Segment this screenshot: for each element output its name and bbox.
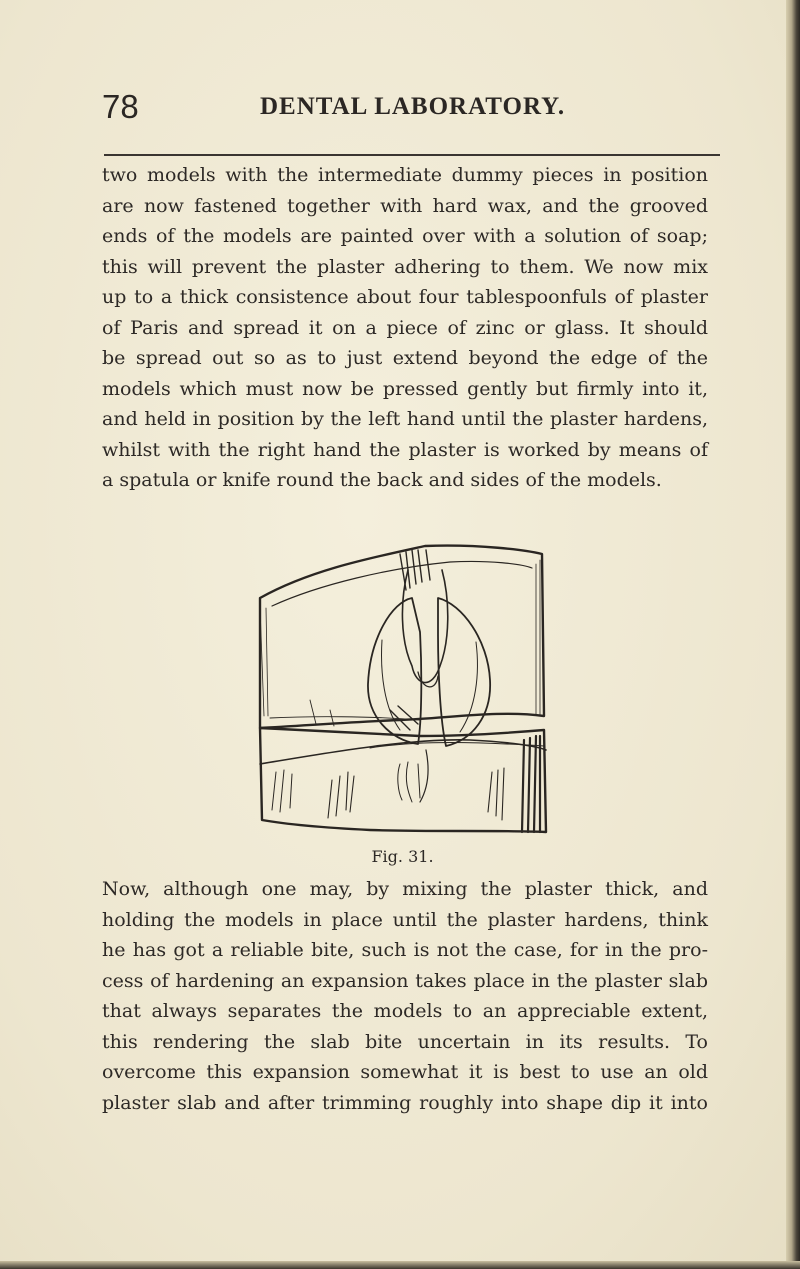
text-line: ends of the models are painted over with a solution of soap; [102, 225, 708, 247]
text-line: up to a thick consistence about four tablespoonfuls of plaster [102, 286, 708, 308]
text-line: that always separates the models to an appreciable extent, [102, 1000, 708, 1022]
text-line: this will prevent the plaster adhering to them. We now mix [102, 255, 708, 278]
text-line: and held in position by the left hand until the plaster hardens, [102, 408, 708, 430]
text-line: two models with the intermediate dummy pieces in position [102, 164, 708, 186]
paragraph-2 [102, 874, 708, 1118]
text-line: be spread out so as to just extend beyond the edge of the [102, 347, 708, 369]
figure-caption-text: Fig. 31. [371, 847, 434, 866]
page-edge-shadow [786, 0, 800, 1269]
text-line: models which must now be pressed gently but firmly into it, [102, 377, 708, 400]
page-bottom-edge [0, 1261, 800, 1269]
figure-caption [0, 846, 800, 868]
text-line: overcome this expansion somewhat it is best to use an old [102, 1061, 708, 1083]
text-line: whilst with the right hand the plaster is worked by means of [102, 438, 708, 461]
text-line: holding the models in place until the plaster hardens, think [102, 908, 708, 931]
figure-31-illustration [250, 540, 556, 840]
text-line: plaster slab and after trimming roughly into shape dip it into [102, 1091, 708, 1114]
text-line: he has got a reliable bite, such is not the case, for in the pro- [102, 939, 708, 961]
paragraph-1 [102, 160, 708, 496]
header-rule [104, 154, 720, 156]
text-line: cess of hardening an expansion takes place in the plaster slab [102, 969, 708, 992]
text-line: this rendering the slab bite uncertain in its results. To [102, 1030, 708, 1053]
text-line: of Paris and spread it on a piece of zinc or glass. It should [102, 316, 708, 339]
dental-models-plaster-illustration [250, 540, 556, 840]
text-line: are now fastened together with hard wax, and the grooved [102, 194, 708, 217]
running-title: DENTAL LABORATORY. [260, 93, 566, 120]
text-line: a spatula or knife round the back and sides of the models. [102, 469, 662, 491]
text-line: Now, although one may, by mixing the plaster thick, and [102, 878, 708, 900]
page-number: 78 [102, 88, 139, 125]
